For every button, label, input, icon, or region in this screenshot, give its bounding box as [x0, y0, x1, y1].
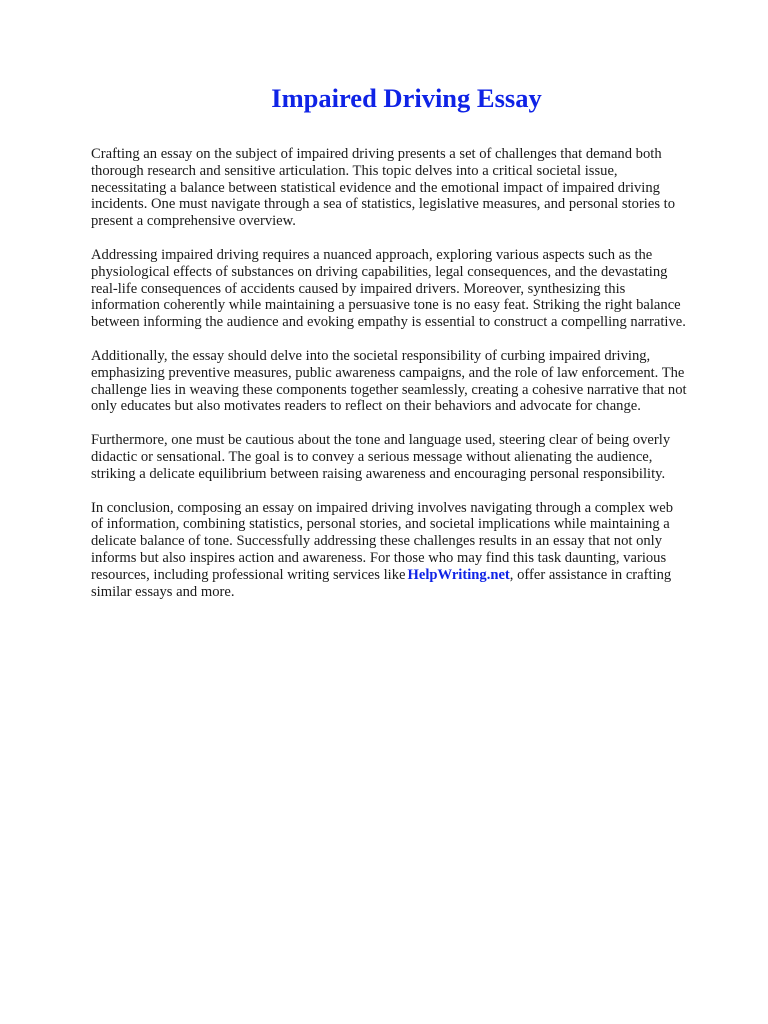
paragraph-line: similar essays and more.: [91, 583, 235, 600]
paragraph-line: physiological effects of substances on driving capabilities, legal consequences, and the devastating: [91, 263, 668, 280]
paragraph-line: delicate balance of tone. Successfully addressing these challenges results in an essay that not only: [91, 533, 663, 550]
paragraph-line: striking a delicate equilibrium between raising awareness and encouraging personal responsibility.: [91, 465, 666, 482]
paragraph-2: [91, 247, 731, 331]
paragraph-line: informs but also inspires action and awareness. For those who may find this task daunting, various: [91, 549, 667, 566]
paragraph-4: [91, 432, 731, 482]
paragraph-line: incidents. One must navigate through a sea of statistics, legislative measures, and personal stories to: [91, 196, 676, 213]
paragraph-line: Furthermore, one must be cautious about the tone and language used, steering clear of being overly: [91, 432, 671, 449]
paragraph-line: Crafting an essay on the subject of impaired driving presents a set of challenges that demand both: [91, 146, 662, 162]
paragraph-line: information coherently while maintaining a persuasive tone is no easy feat. Striking the right balance: [91, 297, 681, 314]
paragraph-line: emphasizing preventive measures, public awareness campaigns, and the role of law enforcement. The: [91, 364, 685, 381]
paragraph-line: didactic or sensational. The goal is to convey a serious message without alienating the audience,: [91, 448, 653, 465]
paragraph-line: Addressing impaired driving requires a nuanced approach, exploring various aspects such as the: [91, 246, 653, 263]
paragraph-line: thorough research and sensitive articulation. This topic delves into a critical societal issue,: [91, 162, 618, 179]
paragraph-line: real-life consequences of accidents caused by impaired drivers. Moreover, synthesizing this: [91, 280, 626, 297]
paragraph-line: necessitating a balance between statistical evidence and the emotional impact of impaired driving: [91, 179, 660, 196]
paragraph-5: [91, 500, 731, 601]
document-body: [91, 146, 731, 617]
paragraph-line: only educates but also motivates readers to reflect on their behaviors and advocate for change.: [91, 398, 641, 415]
document-title: Impaired Driving Essay: [271, 83, 542, 113]
paragraph-1: [91, 146, 731, 230]
paragraph-line: In conclusion, composing an essay on impaired driving involves navigating through a complex web: [91, 499, 674, 516]
paragraph-line-with-link: [91, 567, 731, 584]
paragraph-line: present a comprehensive overview.: [91, 213, 296, 230]
paragraph-3: [91, 348, 731, 415]
helpwriting-link[interactable]: HelpWriting.net: [407, 566, 510, 583]
paragraph-line: of information, combining statistics, personal stories, and societal implications while maintaining a: [91, 516, 670, 533]
link-line-prefix: resources, including professional writing services like: [91, 566, 406, 583]
paragraph-line: challenge lies in weaving these components together seamlessly, creating a cohesive narrative that not: [91, 381, 687, 398]
paragraph-line: between informing the audience and evoking empathy is essential to construct a compelling narrative.: [91, 314, 686, 331]
paragraph-line: Additionally, the essay should delve into the societal responsibility of curbing impaired driving,: [91, 347, 651, 364]
link-line-suffix: , offer assistance in crafting: [509, 566, 672, 583]
